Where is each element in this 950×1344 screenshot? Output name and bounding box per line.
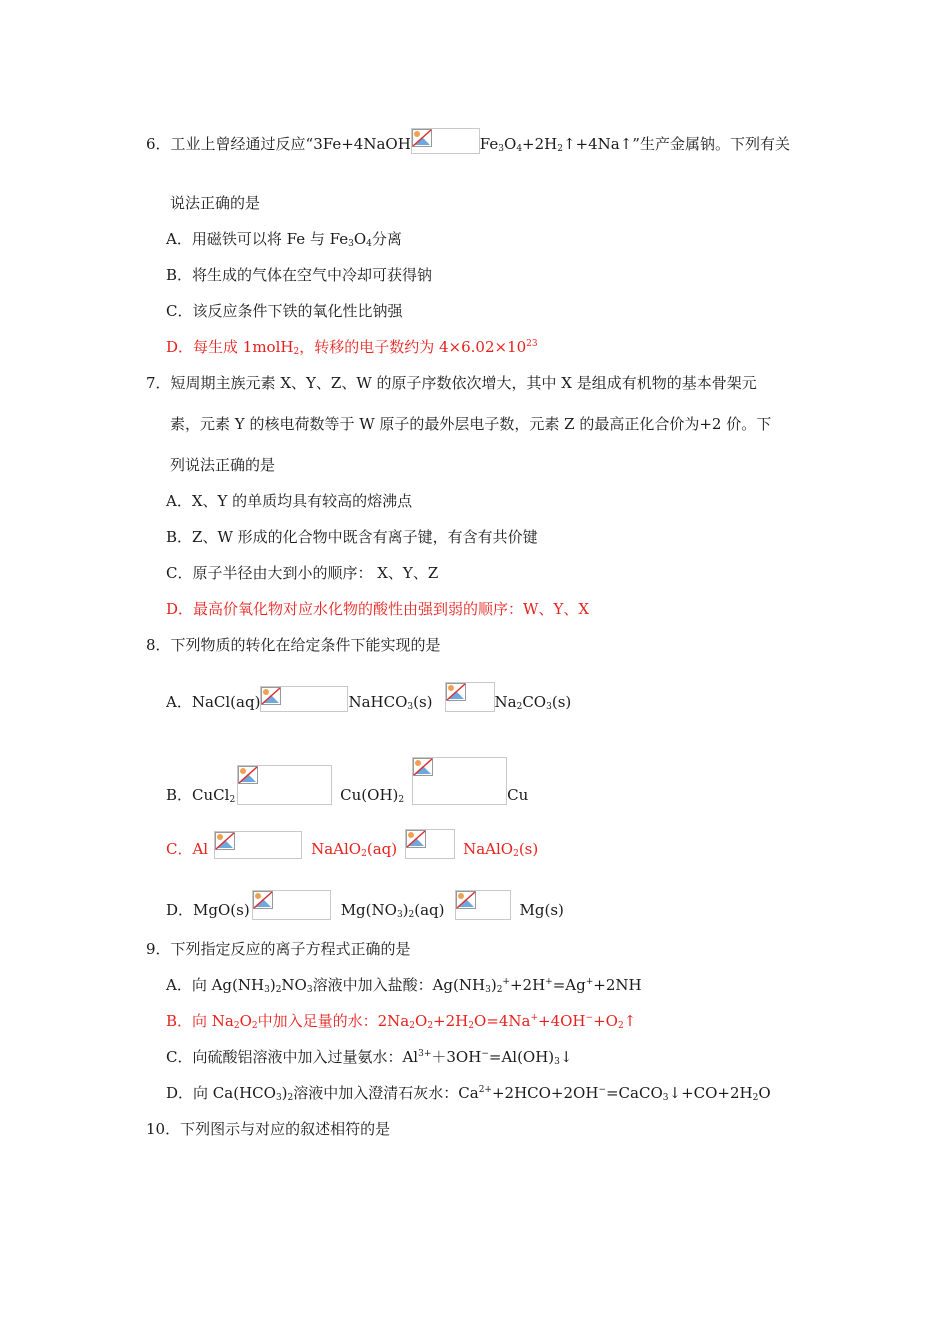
q9-option-a: A．向 $Ag(NH_3)_2NO_3$溶液中加入盐酸：$Ag(NH_3)_2^++2H^+=Ag^++2NH$ bbox=[166, 976, 642, 995]
q9-option-d: D．向 $Ca(HCO_3)_2$溶液中加入澄清石灰水：$Ca^{2+}+2HCO+2OH^-=CaCO_3↓+CO+2H_2O$ bbox=[166, 1084, 771, 1103]
q7-stem-line1: 7．短周期主族元素 X、Y、Z、W 的原子序数依次增大，其中 X 是组成有机物的基本骨架元 bbox=[146, 374, 757, 392]
reaction-condition-image bbox=[411, 128, 480, 154]
q8-option-a: A．NaCl(aq) NaHCO$_3$(s) $Na_2CO_3(s)$ bbox=[166, 682, 571, 712]
q6-option-d-answer: D．每生成 1molH$_2$，转移的电子数约为 $4\times 6.02\times 10^{23}$ bbox=[166, 338, 538, 357]
reaction-condition-image bbox=[405, 829, 455, 859]
q7-option-a: A．X、Y 的单质均具有较高的熔沸点 bbox=[166, 492, 413, 510]
q7-stem-line2: 素，元素 Y 的核电荷数等于 W 原子的最外层电子数，元素 Z 的最高正化合价为+2 价。下 bbox=[170, 415, 772, 433]
q6-stem-line2: 说法正确的是 bbox=[170, 194, 261, 212]
q6-option-c: C．该反应条件下铁的氧化性比钠强 bbox=[166, 302, 403, 320]
reaction-condition-image bbox=[260, 686, 348, 712]
q8-option-c-answer: C．Al NaAlO$_2$(aq) NaAlO$_2$(s) bbox=[166, 829, 538, 859]
q7-stem-line3: 列说法正确的是 bbox=[170, 456, 276, 474]
q7-option-d-answer: D．最高价氧化物对应水化物的酸性由强到弱的顺序：W、Y、X bbox=[166, 600, 590, 618]
reaction-condition-image bbox=[412, 757, 507, 805]
q8-option-d: D．MgO(s) $Mg(NO_3)_2(aq)$ Mg(s) bbox=[166, 890, 564, 920]
q9-option-b-answer: B．向 $Na_2O_2$中加入足量的水：$2Na_2O_2+2H_2O=4Na^++4OH^-+O_2↑$ bbox=[166, 1012, 637, 1031]
q6-stem-a: 工业上曾经通过反应“3Fe+4NaOH bbox=[170, 135, 411, 153]
reaction-condition-image bbox=[252, 890, 331, 920]
reaction-condition-image bbox=[445, 682, 495, 712]
reaction-condition-image bbox=[214, 831, 302, 859]
reaction-condition-image bbox=[455, 890, 511, 920]
q9-option-c: C．向硫酸铝溶液中加入过量氨水：$Al^{3+}+3OH^-=Al(OH)_3↓$ bbox=[166, 1048, 573, 1067]
q6-option-b: B．将生成的气体在空气中冷却可获得钠 bbox=[166, 266, 433, 284]
reaction-condition-image bbox=[237, 765, 332, 805]
q6-option-a: A．用磁铁可以将 Fe 与 $Fe_3O_4$分离 bbox=[166, 230, 402, 249]
q7-option-b: B．Z、W 形成的化合物中既含有离子键，有含有共价键 bbox=[166, 528, 538, 546]
q10-stem: 10．下列图示与对应的叙述相符的是 bbox=[146, 1120, 391, 1138]
q7-option-c: C．原子半径由大到小的顺序： X、Y、Z bbox=[166, 564, 439, 582]
q6-number: 6． bbox=[146, 135, 171, 153]
q6-stem-line1: 6．工业上曾经通过反应“3Fe+4NaOH $Fe_3O_4+2H_2↑+4Na↑$”生产金属钠。下列有关 bbox=[146, 134, 790, 154]
q8-option-b: B．CuCl$_2$ $Cu(OH)_2$ Cu bbox=[166, 757, 528, 805]
q8-stem: 8．下列物质的转化在给定条件下能实现的是 bbox=[146, 636, 441, 654]
q9-stem: 9．下列指定反应的离子方程式正确的是 bbox=[146, 940, 411, 958]
